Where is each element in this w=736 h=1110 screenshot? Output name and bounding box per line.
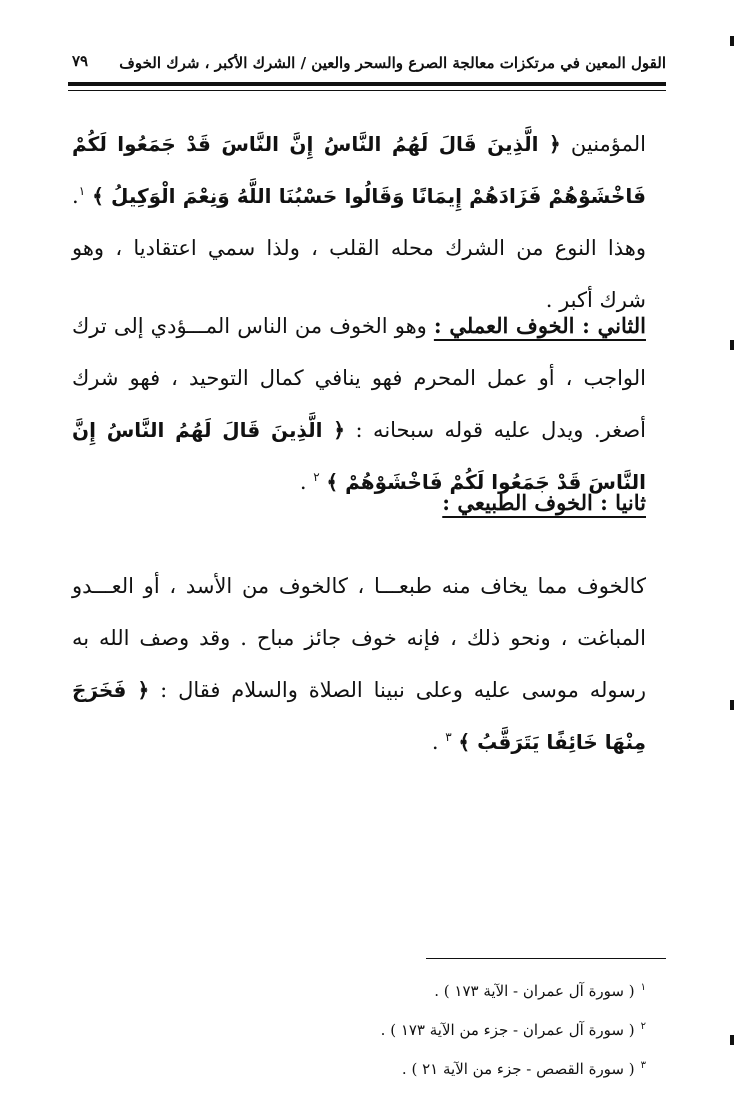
footnotes [381,970,646,1087]
page-number: ٧٩ [72,52,89,70]
paragraph-text: كالخوف مما يخاف منه طبعـــا ، كالخوف من الأسد ، أو العـــدو المباغت ، ونحو ذلك ، فإنه خوف جائز مباح . وقد وصف الله به رسوله موسى عليه وعلى نبينا الصلاة والسلام فقال : [72,574,646,702]
page-header [68,44,666,80]
footnote-ref-1: ١ [78,184,86,198]
sentence-end: . [299,470,307,494]
quran-verse-1: ﴿ الَّذِينَ قَالَ لَهُمُ النَّاسُ إِنَّ النَّاسَ قَدْ جَمَعُوا لَكُمْ فَاخْشَوْهُمْ فَزَادَهُمْ إِيمَانًا وَقَالُوا حَسْبُنَا اللَّهُ وَنِعْمَ الْوَكِيلُ ﴾ [72,132,646,208]
footnote-number: ٢ [640,1021,646,1032]
paragraph-text: . وهذا النوع من الشرك محله القلب ، ولذا سمي اعتقاديا ، وهو شرك أكبر . [72,184,646,312]
footnote-item [381,970,646,1009]
section-heading-natural-fear: ثانيا : الخوف الطبيعي : [442,490,646,515]
footnote-ref-3: ٣ [445,730,452,744]
paragraph-text: وهو الخوف من الناس المـــؤدي إلى ترك الواجب ، أو عمل المحرم فهو ينافي كمال التوحيد ، فهو شرك أصغر. ويدل عليه قوله سبحانه : [72,314,646,442]
section-label-practical: الثاني : الخوف العملي : [433,313,646,338]
quran-verse-3: ﴿ فَخَرَجَ مِنْهَا خَائِفًا يَتَرَقَّبُ ﴾ [72,678,646,754]
sentence-end: . [431,730,439,754]
scan-margin-mark [730,700,734,710]
footnote-text: ( سورة آل عمران - الآية ١٧٣ ) . [434,982,635,1000]
quran-verse-2: ﴿ الَّذِينَ قَالَ لَهُمُ النَّاسُ إِنَّ النَّاسَ قَدْ جَمَعُوا لَكُمْ فَاخْشَوْهُمْ ﴾ [72,418,646,494]
footnote-item [381,1009,646,1048]
scan-margin-mark [730,1035,734,1045]
footnote-separator [426,958,666,959]
footnote-item [381,1048,646,1087]
footnote-number: ٣ [640,1060,646,1071]
header-rule-thin [68,90,666,91]
paragraph-first-kind [72,118,646,326]
footnote-ref-2: ٢ [313,470,320,484]
scan-margin-mark [730,36,734,46]
paragraph-start-word: المؤمنين [570,132,647,156]
footnote-number: ١ [640,982,646,993]
paragraph-natural-fear [72,560,646,768]
footnote-text: ( سورة القصص - جزء من الآية ٢١ ) . [401,1060,635,1078]
scan-margin-mark [730,340,734,350]
running-title: القول المعين في مرتكزات معالجة الصرع والسحر والعين / الشرك الأكبر ، شرك الخوف [119,54,666,72]
footnote-text: ( سورة آل عمران - جزء من الآية ١٧٣ ) . [380,1021,635,1039]
paragraph-practical-fear [72,300,646,508]
header-rule-thick [68,82,666,86]
